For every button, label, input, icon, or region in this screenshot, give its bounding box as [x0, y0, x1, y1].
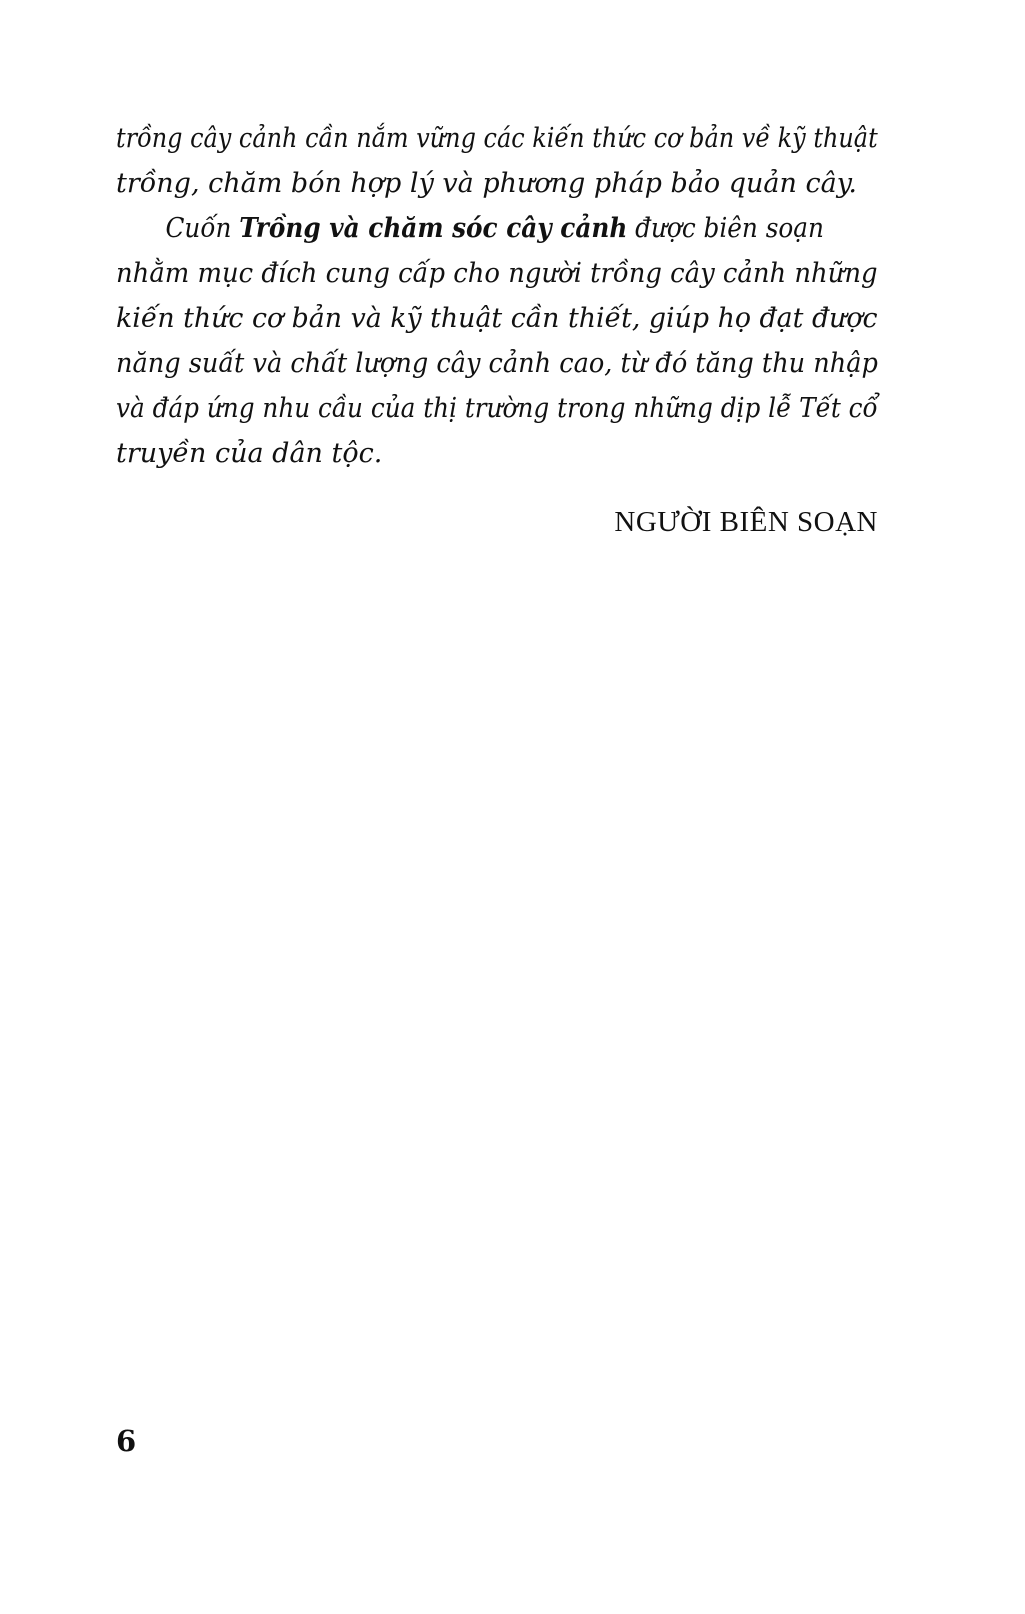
paragraph-2-line-2: nhằm mục đích cung cấp cho người trồng cây cảnh những: [116, 258, 878, 289]
paragraph-2-line-4: năng suất và chất lượng cây cảnh cao, từ đó tăng thu nhập: [116, 348, 878, 379]
paragraph-2-suffix: được biên soạn: [627, 213, 824, 244]
paragraph-2-prefix: Cuốn: [165, 213, 240, 244]
paragraph-1-line-2: trồng, chăm bón hợp lý và phương pháp bảo quản cây.: [116, 168, 857, 199]
page-number: 6: [116, 1424, 137, 1458]
book-title: Trồng và chăm sóc cây cảnh: [239, 213, 628, 244]
body-text: [116, 116, 878, 476]
paragraph-1-line-1: trồng cây cảnh cần nắm vững các kiến thức cơ bản về kỹ thuật: [116, 123, 878, 154]
paragraph-2-line-5: và đáp ứng nhu cầu của thị trường trong những dịp lễ Tết cổ: [116, 393, 878, 424]
paragraph-2-line-3: kiến thức cơ bản và kỹ thuật cần thiết, giúp họ đạt được: [116, 303, 878, 334]
paragraph-2-line-1: [116, 206, 824, 251]
paragraph-2-line-6: truyền của dân tộc.: [116, 438, 383, 469]
author-signature: NGƯỜI BIÊN SOẠN: [614, 506, 878, 538]
